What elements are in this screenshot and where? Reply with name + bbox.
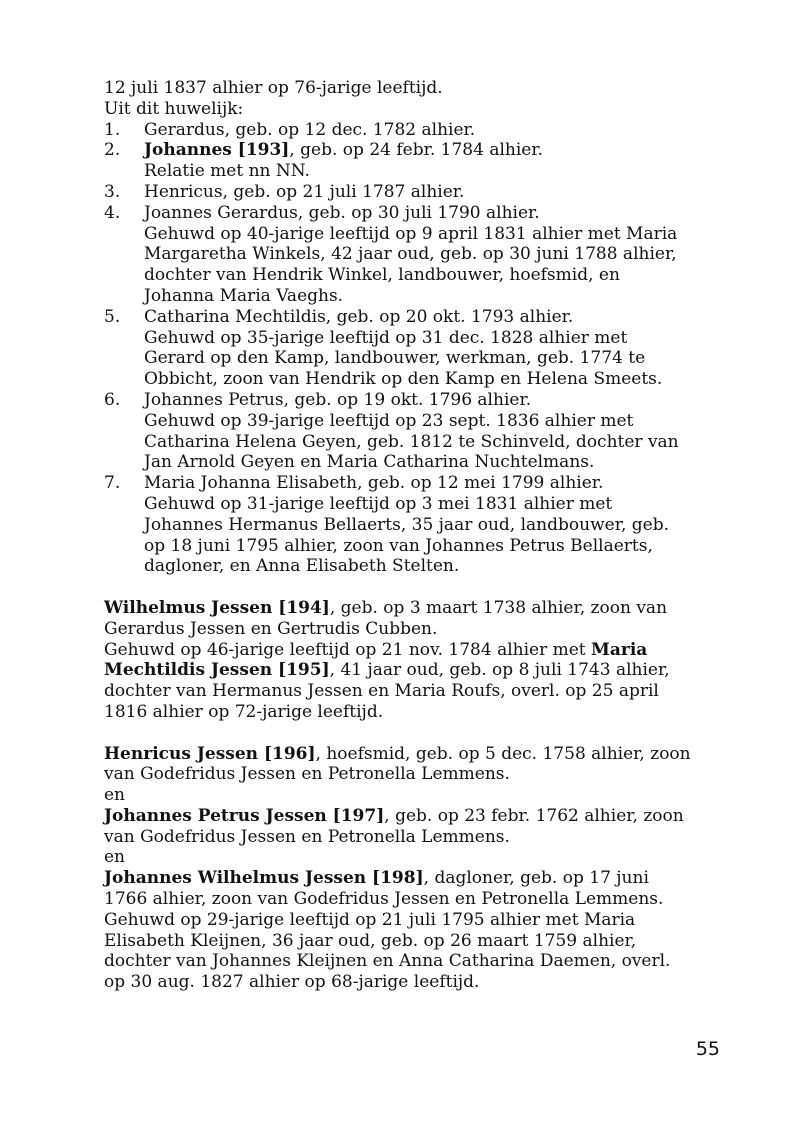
child-line: Joannes Gerardus, geb. op 30 juli 1790 alhier. xyxy=(144,202,540,223)
entry-197 xyxy=(104,806,704,868)
person-name: Wilhelmus Jessen [194] xyxy=(104,597,330,618)
entry-line: dochter van Johannes Kleijnen en Anna Catharina Daemen, overl. xyxy=(104,951,671,972)
children-heading: Uit dit huwelijk: xyxy=(104,98,244,119)
child-item xyxy=(104,140,704,182)
person-name: Maria xyxy=(591,639,648,660)
children-list xyxy=(104,120,704,578)
entry-line xyxy=(104,598,704,619)
child-number: 1. xyxy=(104,119,121,140)
entry-line: van Godefridus Jessen en Petronella Lemmens. xyxy=(104,764,510,785)
child-item xyxy=(104,473,704,577)
child-line: dagloner, en Anna Elisabeth Stelten. xyxy=(144,556,460,577)
child-line: Henricus, geb. op 21 juli 1787 alhier. xyxy=(144,181,465,202)
entry-line xyxy=(104,640,704,661)
child-line: Johannes Hermanus Bellaerts, 35 jaar oud, landbouwer, geb. xyxy=(144,514,669,535)
entry-194 xyxy=(104,598,704,723)
person-name: Johannes [193] xyxy=(144,140,290,161)
child-number: 6. xyxy=(104,389,121,410)
child-line: Gehuwd op 40-jarige leeftijd op 9 april 1831 alhier met Maria xyxy=(144,223,678,244)
entry-line: Elisabeth Kleijnen, 36 jaar oud, geb. op 26 maart 1759 alhier, xyxy=(104,930,637,951)
child-number: 7. xyxy=(104,473,121,494)
child-item xyxy=(104,390,704,473)
child-line: op 18 juni 1795 alhier, zoon van Johannes Petrus Bellaerts, xyxy=(144,535,653,556)
entry-details: , geb. op 23 febr. 1762 alhier, zoon xyxy=(384,805,684,826)
entry-details: , geb. op 3 maart 1738 alhier, zoon van xyxy=(329,597,668,618)
child-line: Gehuwd op 35-jarige leeftijd op 31 dec. 1828 alhier met xyxy=(144,327,628,348)
person-name: Mechtildis Jessen [195] xyxy=(104,660,330,681)
child-line xyxy=(144,140,704,161)
child-item xyxy=(104,307,704,390)
child-line: dochter van Hendrik Winkel, landbouwer, hoefsmid, en xyxy=(144,265,620,286)
intro-line: 12 juli 1837 alhier op 76-jarige leeftijd. xyxy=(104,78,443,98)
entry-line: op 30 aug. 1827 alhier op 68-jarige leeftijd. xyxy=(104,972,480,993)
entry-line xyxy=(104,806,704,827)
person-name: Johannes Wilhelmus Jessen [198] xyxy=(104,868,424,889)
child-line: Catharina Helena Geyen, geb. 1812 te Schinveld, dochter van xyxy=(144,431,679,452)
child-line: Gerardus, geb. op 12 dec. 1782 alhier. xyxy=(144,119,476,140)
child-line: Jan Arnold Geyen en Maria Catharina Nuchtelmans. xyxy=(144,452,595,473)
connector-text: en xyxy=(104,785,126,806)
entry-196 xyxy=(104,744,704,806)
child-line: Gehuwd op 39-jarige leeftijd op 23 sept. 1836 alhier met xyxy=(144,410,634,431)
child-number: 2. xyxy=(104,140,121,161)
child-item xyxy=(104,182,704,203)
child-number: 5. xyxy=(104,306,121,327)
child-line: Maria Johanna Elisabeth, geb. op 12 mei 1799 alhier. xyxy=(144,473,604,494)
entry-198 xyxy=(104,868,704,993)
child-details: , geb. op 24 febr. 1784 alhier. xyxy=(289,140,544,161)
connector-text: en xyxy=(104,847,126,868)
child-line: Gehuwd op 31-jarige leeftijd op 3 mei 1831 alhier met xyxy=(144,493,613,514)
entry-line xyxy=(104,660,704,681)
entry-details: Gehuwd op 46-jarige leeftijd op 21 nov. 1784 alhier met xyxy=(104,639,592,660)
entry-line: 1816 alhier op 72-jarige leeftijd. xyxy=(104,701,384,722)
entry-line: Gehuwd op 29-jarige leeftijd op 21 juli 1795 alhier met Maria xyxy=(104,909,636,930)
entry-line: 1766 alhier, zoon van Godefridus Jessen en Petronella Lemmens. xyxy=(104,889,664,910)
entry-line: van Godefridus Jessen en Petronella Lemmens. xyxy=(104,826,510,847)
entry-details: , hoefsmid, geb. op 5 dec. 1758 alhier, zoon xyxy=(315,743,691,764)
entry-line: dochter van Hermanus Jessen en Maria Roufs, overl. op 25 april xyxy=(104,681,659,702)
child-line: Obbicht, zoon van Hendrik op den Kamp en Helena Smeets. xyxy=(144,369,663,390)
child-number: 4. xyxy=(104,202,121,223)
child-line: Gerard op den Kamp, landbouwer, werkman, geb. 1774 te xyxy=(144,348,646,369)
paragraph-gap xyxy=(104,577,704,598)
child-line: Johanna Maria Vaeghs. xyxy=(144,285,344,306)
person-name: Henricus Jessen [196] xyxy=(104,743,316,764)
page-number: 55 xyxy=(695,1038,720,1060)
entry-line xyxy=(104,868,704,889)
child-line: Johannes Petrus, geb. op 19 okt. 1796 alhier. xyxy=(144,389,532,410)
entry-line: Gerardus Jessen en Gertrudis Cubben. xyxy=(104,618,438,639)
child-item xyxy=(104,203,704,307)
entry-details: , 41 jaar oud, geb. op 8 juli 1743 alhier, xyxy=(329,660,670,681)
entry-line xyxy=(104,744,704,765)
paragraph-gap xyxy=(104,723,704,744)
child-number: 3. xyxy=(104,181,121,202)
document-page xyxy=(104,78,704,993)
child-item xyxy=(104,120,704,141)
child-line: Catharina Mechtildis, geb. op 20 okt. 1793 alhier. xyxy=(144,306,574,327)
person-name: Johannes Petrus Jessen [197] xyxy=(104,805,385,826)
entry-details: , dagloner, geb. op 17 juni xyxy=(423,868,649,889)
child-line: Margaretha Winkels, 42 jaar oud, geb. op 30 juni 1788 alhier, xyxy=(144,244,677,265)
child-line: Relatie met nn NN. xyxy=(144,161,310,182)
